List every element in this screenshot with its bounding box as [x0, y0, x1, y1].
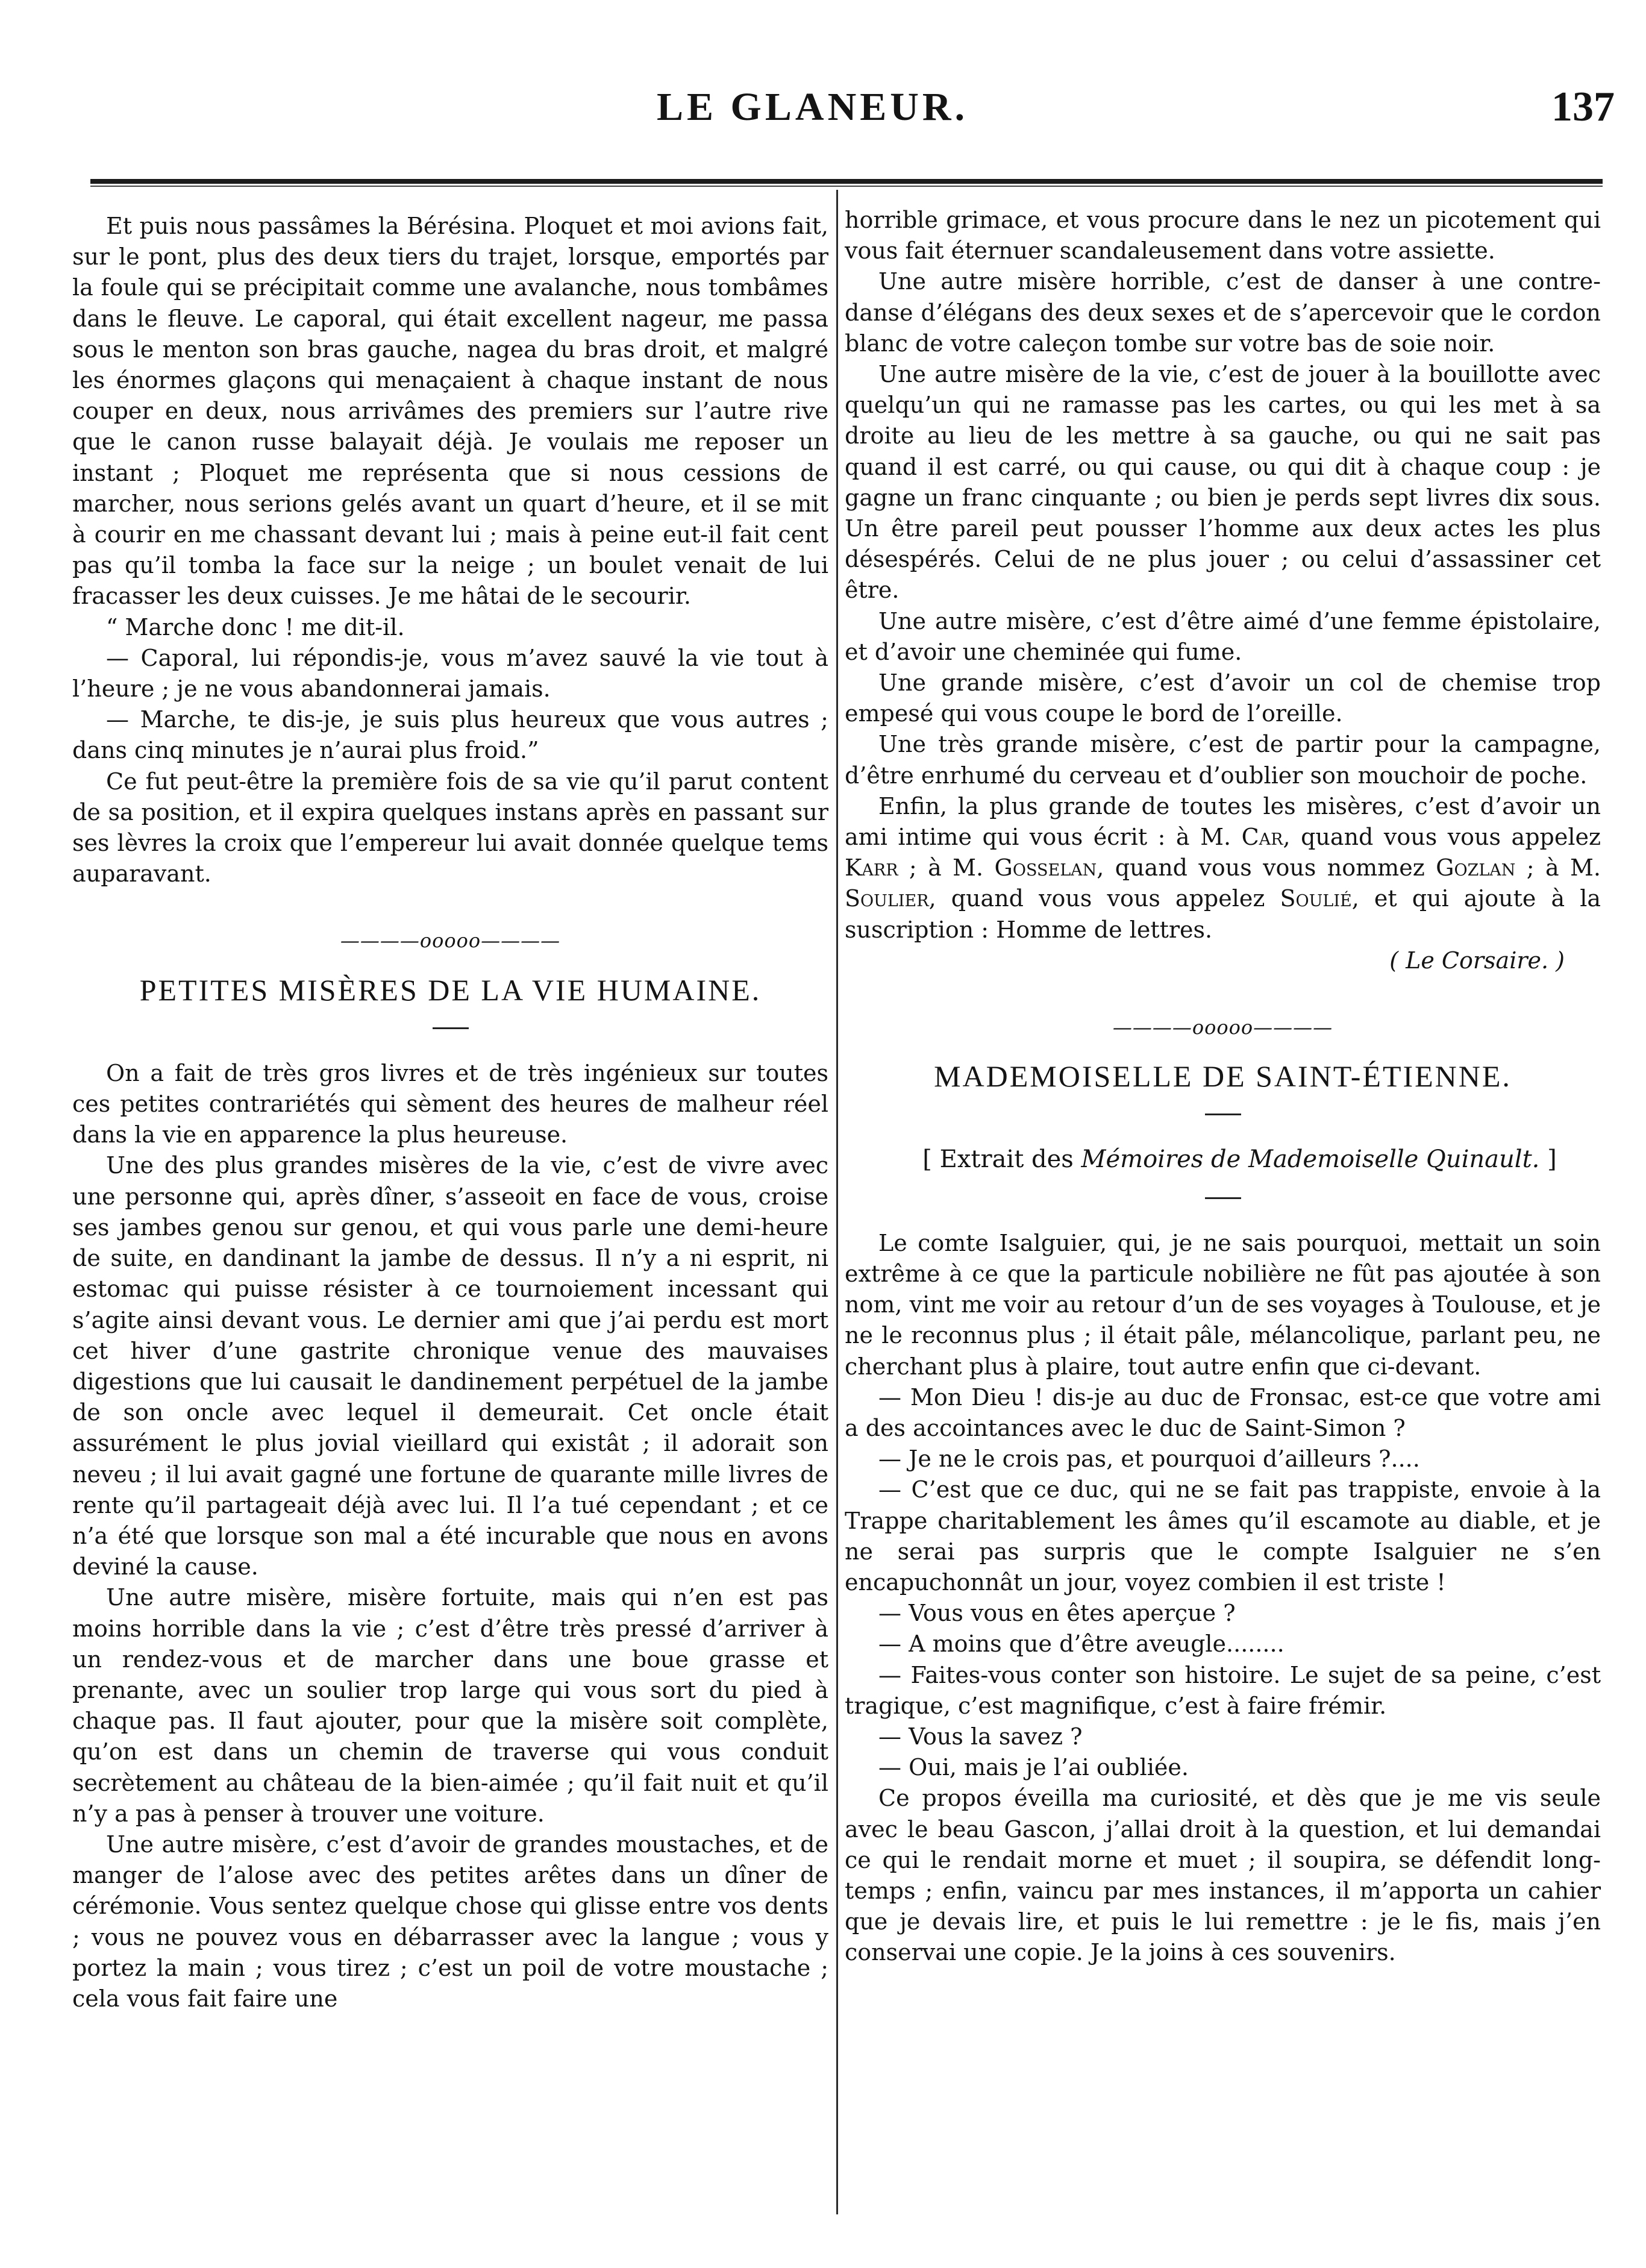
text-run: Enfin, la plus grande de toutes les misères, c’est d’avoir un ami intime qui vous écrit : à M.: [845, 792, 1601, 851]
section-heading: MADEMOISELLE DE SAINT-ÉTIENNE.: [934, 1059, 1512, 1094]
paragraph: — Vous la savez ?: [878, 1723, 1083, 1750]
header-rule: [90, 179, 1603, 184]
paragraph: Une grande misère, c’est d’avoir un col de chemise trop empesé qui vous coupe le bord de l’oreille.: [845, 669, 1601, 727]
paragraph: — Vous vous en êtes aperçue ?: [878, 1600, 1236, 1627]
paragraph: “ Marche donc ! me dit-il.: [106, 613, 405, 641]
paragraph: — Je ne le crois pas, et pourquoi d’ailleurs ?....: [878, 1446, 1420, 1473]
section-separator: ————ooooo————: [340, 929, 561, 953]
paragraph: Ce fut peut-être la première fois de sa vie qu’il parut content de sa position, et il expira quelques instans après en passant sur ses lèvres la croix que l’empereur lui avait donnée quelque tems auparavant.: [72, 768, 828, 888]
section-heading: PETITES MISÈRES DE LA VIE HUMAINE.: [139, 973, 762, 1007]
paragraph: Une autre misère de la vie, c’est de jouer à la bouillotte avec quelqu’un qui ne ramasse pas les cartes, ou qui les met à sa droite au lieu de les mettre à sa gauche, ou qui ne sait pas quand il est carré, ou qui cause, ou qui dit à chaque coup : je gagne un franc cinquante ; ou bien je perds sept livres dix sous. Un être pareil peut pousser l’homme aux deux actes les plus désespérés. Celui de ne plus jouer ; ou celui d’assassiner cet être.: [845, 361, 1601, 604]
name-soulier: Soulier: [845, 885, 929, 912]
paragraph: [845, 791, 1601, 945]
extract-prefix: [ Extrait des: [922, 1145, 1081, 1174]
paragraph: — Faites-vous conter son histoire. Le sujet de sa peine, c’est tragique, c’est magnifique, c’est à faire frémir.: [845, 1661, 1601, 1719]
section-separator: ————ooooo————: [1112, 1016, 1333, 1039]
name-soulie: Soulié: [1280, 885, 1352, 912]
text-run: , et qui ajoute à la suscription : Homme de lettres.: [845, 885, 1601, 943]
heading-dash: [1205, 1114, 1241, 1115]
text-run: ; à M.: [1515, 854, 1601, 882]
column-divider: [836, 190, 838, 2214]
name-car: Car: [1241, 824, 1283, 851]
extract-note: [845, 1144, 1601, 1175]
paragraph: Une autre misère, c’est d’avoir de grandes moustaches, et de manger de l’alose avec des petites arêtes dans un dîner de cérémonie. Vous sentez quelque chose qui glisse entre vos dents ; vous ne pouvez vous en débarrasser avec la langue ; vous y portez la main ; vous tirez ; c’est un poil de votre moustache ; cela vous fait faire une: [72, 1831, 828, 2012]
extract-title: Mémoires de Mademoiselle Quinault.: [1081, 1145, 1540, 1174]
name-gozlan: Gozlan: [1436, 854, 1516, 882]
paragraph: — C’est que ce duc, qui ne se fait pas trappiste, envoie à la Trappe charitablement les âmes qu’il escamote au diable, et je ne serai pas surpris que le compte Isalguier ne s’en encapuchonnât un jour, voyez combien il est triste !: [845, 1476, 1601, 1596]
left-column: [72, 211, 828, 2014]
text-run: , quand vous vous appelez: [1283, 824, 1601, 851]
paragraph: Et puis nous passâmes la Bérésina. Ploquet et moi avions fait, sur le pont, plus des deux tiers du trajet, lorsque, emportés par la foule qui se précipitait comme une avalanche, nous tombâmes dans le fleuve. Le caporal, qui était excellent nageur, me passa sous le menton son bras gauche, nagea du bras droit, et malgré les énormes glaçons qui menaçaient à chaque instant de nous couper en deux, nous arrivâmes des premiers sur l’autre rive que le canon russe balayait déjà. Je voulais me reposer un instant ; Ploquet me représenta que si nous cessions de marcher, nous serions gelés avant un quart d’heure, et il se mit à courir en me chassant devant lui ; mais à peine eut-il fait cent pas qu’il tomba la face sur la neige ; un boulet venait de lui fracasser les deux cuisses. Je me hâtai de le secourir.: [72, 213, 828, 610]
heading-dash: [433, 1027, 469, 1029]
journal-title: LE GLANEUR.: [657, 85, 969, 129]
paragraph: Une autre misère, misère fortuite, mais qui n’en est pas moins horrible dans la vie ; c’est d’être très pressé d’arriver à un rendez-vous et de marcher dans une boue grasse et prenante, avec un soulier trop large qui vous sort du pied à chaque pas. Il faut ajouter, pour que la misère soit complète, qu’on est dans un chemin de traverse qui vous conduit secrètement au château de la bien-aimée ; qu’il fait nuit et qu’il n’y a pas à penser à trouver une voiture.: [72, 1584, 828, 1827]
name-karr: Karr: [845, 854, 898, 882]
page-header: [0, 78, 1646, 151]
name-gosselan: Gosselan: [994, 854, 1097, 882]
paragraph: — Mon Dieu ! dis-je au duc de Fronsac, est-ce que votre ami a des accointances avec le duc de Saint-Simon ?: [845, 1383, 1601, 1441]
header-rule-thin: [90, 186, 1603, 187]
paragraph: — A moins que d’être aveugle........: [878, 1631, 1285, 1658]
text-run: , quand vous vous appelez: [928, 885, 1280, 912]
source-signature: ( Le Corsaire. ): [1389, 947, 1565, 974]
extract-suffix: ]: [1539, 1145, 1557, 1174]
paragraph: horrible grimace, et vous procure dans le nez un picotement qui vous fait éternuer scandaleusement dans votre assiette.: [845, 207, 1601, 265]
paragraph: Une des plus grandes misères de la vie, c’est de vivre avec une personne qui, après dîner, s’asseoit en face de vous, croise ses jambes genou sur genou, et qui vous parle une demi-heure de suite, en dandinant la jambe de dessus. Il n’y a ni esprit, ni estomac qui puisse résister à ce tournoiement incessant qui s’agite ainsi devant vous. Le dernier ami que j’ai perdu est mort cet hiver d’une gastrite chronique venue des mauvaises digestions que lui causait le dandinement perpétuel de la jambe de son oncle avec lequel il demeurait. Cet oncle était assurément le plus jovial vieillard qui existât ; il adorait son neveu ; il lui avait gagné une fortune de quarante mille livres de rente qu’il partageait déjà avec lui. Il l’a tué cependant ; et ce n’a été que lorsque son mal a été incurable que nous en avons deviné la cause.: [72, 1152, 828, 1580]
paragraph: — Marche, te dis-je, je suis plus heureux que vous autres ; dans cinq minutes je n’aurai plus froid.”: [72, 706, 828, 764]
page-number: 137: [1551, 84, 1615, 130]
paragraph: On a fait de très gros livres et de très ingénieux sur toutes ces petites contrariétés qui sèment des heures de malheur réel dans la vie en apparence la plus heureuse.: [72, 1059, 828, 1148]
paragraph: Une très grande misère, c’est de partir pour la campagne, d’être enrhumé du cerveau et d’oublier son mouchoir de poche.: [845, 731, 1601, 789]
paragraph: Ce propos éveilla ma curiosité, et dès que je me vis seule avec le beau Gascon, j’allai droit à la question, et lui demandai ce qui le rendait morne et muet ; il soupira, se défendit long-temps ; enfin, vaincu par mes instances, il m’apporta un cahier que je devais lire, et puis le lui remettre : je le fis, mais j’en conservai une copie. Je la joins à ces souvenirs.: [845, 1785, 1601, 1966]
text-run: ; à M.: [898, 854, 995, 882]
paragraph: Le comte Isalguier, qui, je ne sais pourquoi, mettait un soin extrême à ce que la particule nobilière ne fût pas ajoutée à son nom, vint me voir au retour d’un de ses voyages à Toulouse, et je ne le reconnus plus ; il était pâle, mélancolique, parlant peu, ne cherchant plus à plaire, tout autre enfin que ci-devant.: [845, 1229, 1601, 1380]
paragraph: — Caporal, lui répondis-je, vous m’avez sauvé la vie tout à l’heure ; je ne vous abandonnerai jamais.: [72, 644, 828, 703]
paragraph: — Oui, mais je l’ai oubliée.: [878, 1754, 1189, 1781]
paragraph: Une autre misère horrible, c’est de danser à une contre-danse d’élégans des deux sexes et de s’apercevoir que le cordon blanc de votre caleçon tombe sur votre bas de soie noir.: [845, 268, 1601, 357]
paragraph: Une autre misère, c’est d’être aimé d’une femme épistolaire, et d’avoir une cheminée qui fume.: [845, 607, 1601, 665]
right-column: [845, 205, 1601, 1969]
text-run: , quand vous vous nommez: [1097, 854, 1436, 882]
heading-dash: [1205, 1197, 1241, 1199]
